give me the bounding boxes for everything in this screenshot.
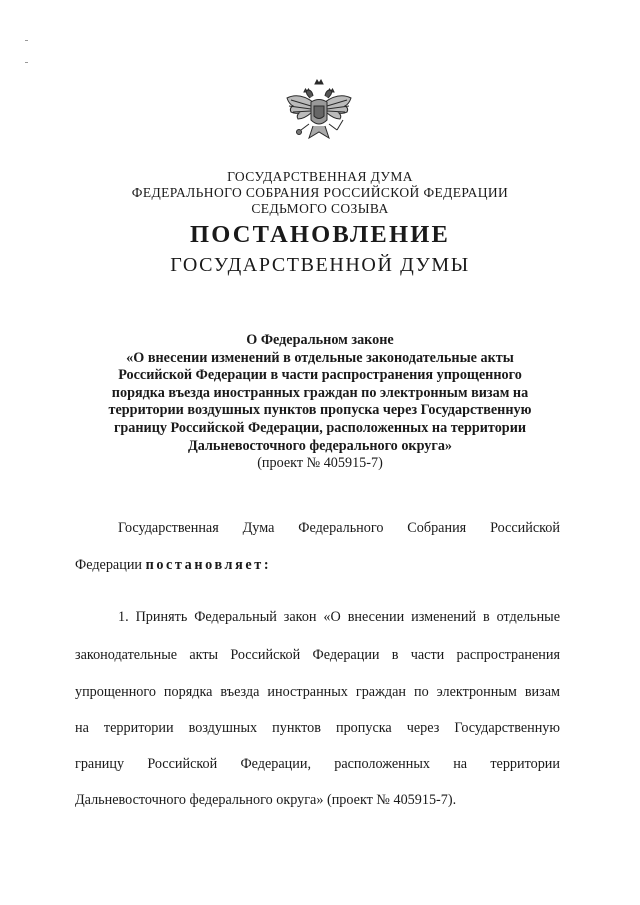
title-line: «О внесении изменений в отдельные законодательные акты (126, 349, 514, 366)
clause-line: законодательные акты Российской Федерации в части распространения (75, 647, 560, 663)
title-line: территории воздушных пунктов пропуска через Государственную (108, 402, 532, 419)
document-type: ПОСТАНОВЛЕНИЕ (189, 221, 451, 248)
scan-artifact (25, 40, 28, 41)
preamble-line: Государственная Дума Федерального Собрания Российской (118, 520, 560, 536)
title-line: границу Российской Федерации, расположенных на территории (113, 419, 527, 436)
assembly-name: ФЕДЕРАЛЬНОГО СОБРАНИЯ РОССИЙСКОЙ ФЕДЕРАЦИИ (131, 185, 509, 200)
clause-line: Дальневосточного федерального округа» (проект № 405915-7). (75, 792, 457, 808)
scan-artifact (25, 62, 28, 63)
clause-line: упрощенного порядка въезда иностранных граждан по электронным визам (75, 684, 560, 700)
title-line: Дальневосточного федерального округа» (187, 437, 453, 454)
document-issuer: ГОСУДАРСТВЕННОЙ ДУМЫ (170, 254, 470, 276)
project-number: (проект № 405915-7) (257, 455, 383, 472)
resolves-word: постановляет: (145, 557, 272, 573)
preamble-line (75, 556, 560, 574)
title-line: Российской Федерации в части распространения упрощенного (118, 367, 522, 384)
preamble-text: Федерации (75, 557, 143, 573)
title-line: О Федеральном законе (246, 332, 394, 348)
title-line: порядка въезда иностранных граждан по электронным визам на (111, 384, 529, 401)
russian-coat-of-arms-icon (277, 78, 361, 154)
clause-line: 1. Принять Федеральный закон «О внесении изменений в отдельные (118, 609, 560, 625)
parliament-name: ГОСУДАРСТВЕННАЯ ДУМА (227, 169, 413, 184)
clause-line: границу Российской Федерации, расположенных на территории (75, 756, 560, 772)
clause-line: на территории воздушных пунктов пропуска через Государственную (75, 720, 560, 736)
resolution-title (80, 332, 560, 473)
convocation: СЕДЬМОГО СОЗЫВА (251, 201, 389, 216)
